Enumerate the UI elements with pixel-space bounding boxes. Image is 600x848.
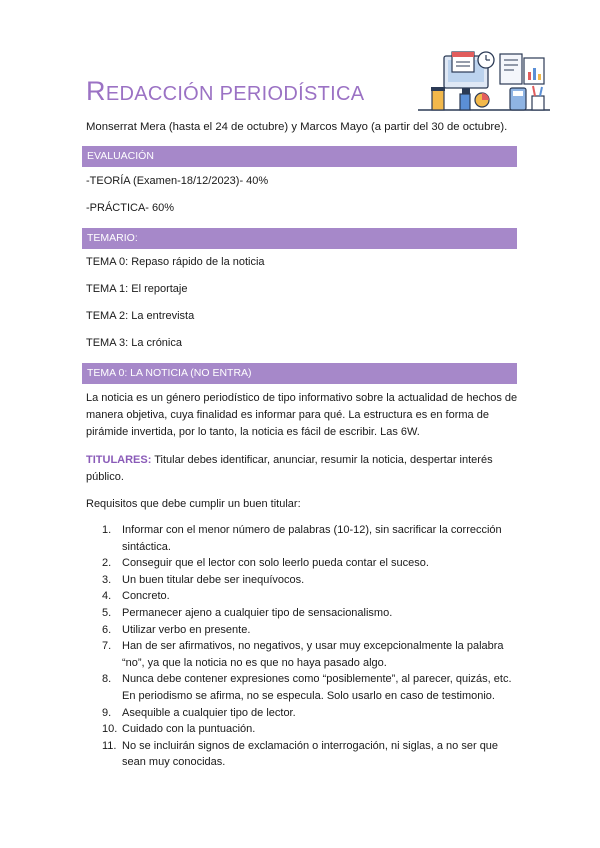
syllabus-topic: TEMA 0: Repaso rápido de la noticia (86, 256, 265, 268)
list-item: 8. Nunca debe contener expresiones como “posiblemente”, al parecer, quizás, etc. En periodismo se afirma, no se especula. Solo usarlo en caso de testimonio. (102, 673, 512, 702)
list-item: 1. Informar con el menor número de palabras (10-12), sin sacrificar la corrección sintáctica. (102, 524, 502, 553)
authors-line: Monserrat Mera (hasta el 24 de octubre) y Marcos Mayo (a partir del 30 de octubre). (86, 121, 508, 133)
evaluation-practice: -PRÁCTICA- 60% (86, 202, 175, 214)
clock-icon (478, 52, 494, 68)
list-item: 4. Concreto. (102, 590, 170, 603)
list-item: 3. Un buen titular debe ser inequívocos. (102, 573, 305, 586)
list-item: 5. Permanecer ajeno a cualquier tipo de sensacionalismo. (102, 606, 393, 619)
bottle-icon (460, 94, 470, 110)
list-item: 2. Conseguir que el lector con solo leerlo pueda contar el suceso. (102, 557, 429, 570)
document-title (86, 76, 364, 107)
syllabus-heading: TEMARIO: (82, 228, 517, 249)
syllabus-topic: TEMA 3: La crónica (86, 337, 182, 349)
list-item: 6. Utilizar verbo en presente. (102, 623, 251, 636)
chart-sheet-icon (524, 58, 544, 84)
calendar-icon (452, 52, 474, 72)
topic0-intro: La noticia es un género periodístico de tipo informativo sobre la actualidad de hechos de manera objetiva, cuya finalidad es informar para qué. La estructura es en forma de pirámide invertida, por lo tanto, la noticia es fácil de escribir. Las 6W. (86, 392, 518, 438)
coffee-cup-icon (431, 87, 445, 110)
topic0-heading: TEMA 0: LA NOTICIA (NO ENTRA) (82, 363, 517, 384)
evaluation-theory: -TEORÍA (Examen-18/12/2023)- 40% (86, 175, 269, 187)
title-initial: R (86, 76, 106, 106)
syllabus-topic: TEMA 1: El reportaje (86, 283, 188, 295)
headlines-paragraph (86, 452, 518, 486)
syllabus-topic: TEMA 2: La entrevista (86, 310, 195, 322)
requirements-intro: Requisitos que debe cumplir un buen titular: (86, 498, 301, 510)
calculator-icon (510, 88, 526, 110)
title-rest: EDACCIÓN PERIODÍSTICA (105, 83, 365, 105)
headlines-text: Titular debes identificar, anunciar, resumir la noticia, despertar interés público. (86, 454, 493, 483)
list-item: 11. No se incluirán signos de exclamación o interrogación, ni siglas, a no ser que sean muy conocidas. (102, 739, 499, 769)
requirements-list (86, 522, 518, 771)
evaluation-heading: EVALUACIÓN (82, 146, 517, 167)
office-illustration (414, 44, 554, 116)
pencil-cup-icon (532, 86, 544, 110)
list-item: 9. Asequible a cualquier tipo de lector. (102, 706, 296, 719)
list-item: 10. Cuidado con la puntuación. (102, 723, 256, 736)
document-icon (500, 54, 522, 84)
headlines-label: TITULARES: (86, 454, 152, 466)
pie-chart-icon (475, 93, 489, 107)
list-item: 7. Han de ser afirmativos, no negativos, y usar muy excepcionalmente la palabra “no”, ya que la noticia no es que no haya pasado algo. (102, 640, 504, 669)
